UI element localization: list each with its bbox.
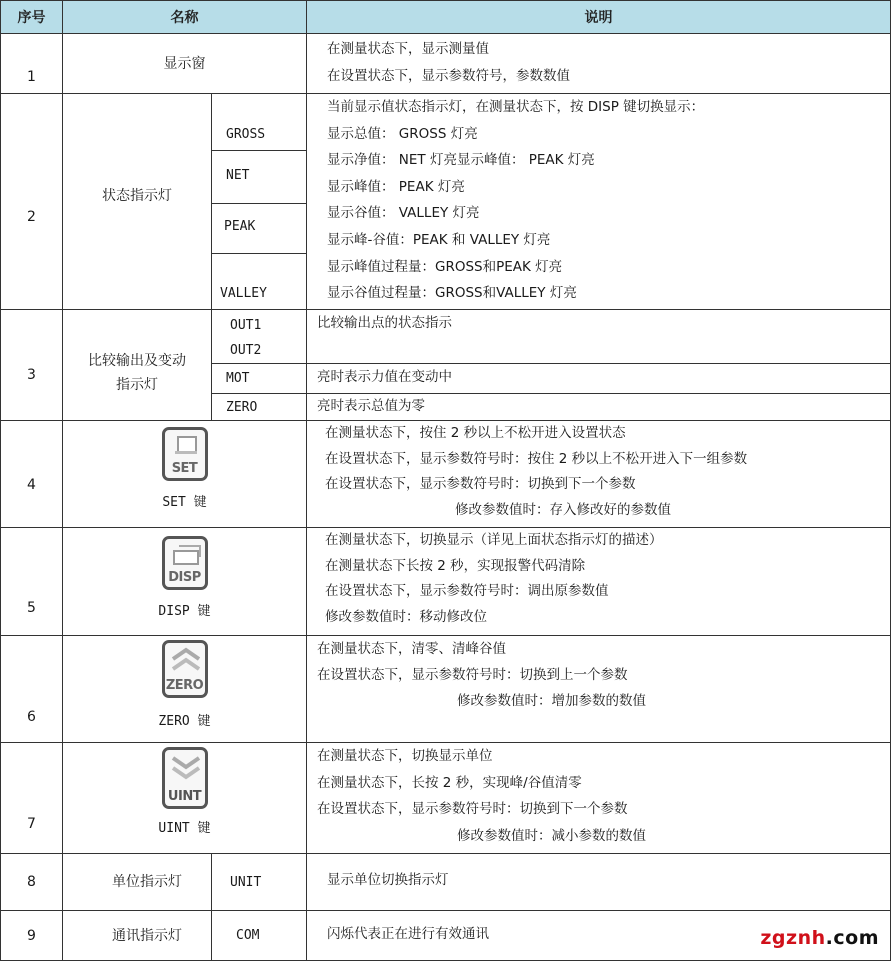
row-5-no: 5 (0, 527, 63, 636)
desc-line: 显示谷值： VALLEY 灯亮 (327, 205, 480, 222)
desc-line: 修改参数值时：减小参数的数值 (457, 827, 646, 844)
row-4-desc (306, 420, 891, 528)
mot-desc: 亮时表示力值在变动中 (306, 363, 891, 394)
disp-key-icon (162, 536, 208, 590)
desc-line: 在测量状态下，清零、清峰谷值 (317, 641, 506, 657)
watermark (760, 927, 879, 949)
header-no: 序号 (0, 0, 63, 34)
indicator-gross: GROSS (211, 93, 307, 151)
desc-line: 在测量状态下，按住 2 秒以上不松开进入设置状态 (325, 425, 626, 441)
zero-key-text: ZERO (165, 678, 204, 693)
desc-line: 显示峰值过程量：GROSS和PEAK 灯亮 (327, 258, 563, 275)
name-line: 比较输出及变动 (88, 353, 186, 369)
desc-line: 显示总值： GROSS 灯亮 (327, 125, 478, 142)
desc-line: 显示净值： NET 灯亮显示峰值： PEAK 灯亮 (327, 152, 595, 169)
uint-key-icon (162, 747, 208, 809)
row-2-name: 状态指示灯 (62, 93, 212, 310)
chevron-up-icon (170, 647, 202, 673)
indicator-valley: VALLEY (211, 253, 307, 310)
desc-line: 在设置状态下，显示参数符号时：按住 2 秒以上不松开进入下一组参数 (325, 450, 748, 467)
row-8-desc: 显示单位切换指示灯 (306, 853, 891, 911)
disp-key-text: DISP (168, 570, 201, 585)
zero-indicator-desc: 亮时表示总值为零 (306, 393, 891, 421)
desc-line: 显示峰值： PEAK 灯亮 (327, 178, 465, 195)
zero-key-icon (162, 640, 208, 698)
watermark-domain: .com (825, 927, 879, 949)
disp-key-cell (62, 527, 307, 636)
desc-line: 修改参数值时：存入修改好的参数值 (455, 501, 671, 518)
row-9-desc: 闪烁代表正在进行有效通讯 (306, 910, 891, 961)
row-6-no: 6 (0, 635, 63, 743)
desc-line: 在设置状态下，显示参数符号时：切换到下一个参数 (325, 476, 636, 492)
desc-line: 在测量状态下，切换显示单位 (317, 748, 493, 764)
row-3-name (62, 309, 212, 421)
row-9-name: 通讯指示灯 (62, 910, 212, 961)
row-1-name: 显示窗 (62, 33, 307, 94)
indicator-out2: OUT2 (230, 343, 262, 358)
row-5-desc (306, 527, 891, 636)
desc-line: 修改参数值时：增加参数的数值 (457, 693, 646, 709)
desc-line: 在设置状态下，显示参数符号时：切换到上一个参数 (317, 667, 628, 683)
screen-base-icon (175, 451, 197, 454)
disp-key-label: DISP 键 (158, 604, 211, 619)
row-4-no: 4 (0, 420, 63, 528)
desc-line: 显示峰-谷值：PEAK 和 VALLEY 灯亮 (327, 231, 551, 248)
row-6-desc (306, 635, 891, 743)
set-key-text: SET (171, 461, 198, 476)
indicator-mot: MOT (211, 363, 307, 394)
uint-key-cell (62, 742, 307, 854)
indicator-peak: PEAK (211, 203, 307, 254)
row-2-desc (306, 93, 891, 310)
row-7-desc (306, 742, 891, 854)
set-key-label: SET 键 (162, 495, 207, 510)
desc-line: 在测量状态下，显示测量值 (327, 41, 489, 57)
out-desc: 比较输出点的状态指示 (306, 309, 891, 364)
row-8-name: 单位指示灯 (62, 853, 212, 911)
indicator-com: COM (211, 910, 307, 961)
indicator-net: NET (211, 150, 307, 204)
desc-line: 在测量状态下，切换显示（详见上面状态指示灯的描述） (325, 532, 663, 548)
name-line: 指示灯 (116, 377, 158, 393)
zero-key-label: ZERO 键 (158, 714, 211, 729)
header-desc: 说明 (306, 0, 891, 34)
row-3-no: 3 (0, 309, 63, 421)
desc-line: 在设置状态下，显示参数符号时：调出原参数值 (325, 583, 609, 599)
uint-key-text: UINT (167, 789, 202, 804)
row-9-no: 9 (0, 910, 63, 961)
desc-line: 在设置状态下，显示参数符号，参数数值 (327, 67, 570, 84)
window-front-icon (173, 550, 199, 565)
desc-line: 在测量状态下，长按 2 秒，实现峰/谷值清零 (317, 774, 582, 791)
indicator-zero: ZERO (211, 393, 307, 421)
row-1-desc (306, 33, 891, 94)
chevron-down-icon (170, 754, 202, 782)
desc-line: 在设置状态下，显示参数符号时：切换到下一个参数 (317, 801, 628, 817)
indicator-out (211, 309, 307, 364)
desc-line: 修改参数值时：移动修改位 (325, 608, 487, 625)
indicator-out1: OUT1 (230, 318, 262, 333)
desc-line: 显示谷值过程量：GROSS和VALLEY 灯亮 (327, 285, 577, 302)
row-1-no: 1 (0, 33, 63, 94)
zero-key-cell (62, 635, 307, 743)
indicator-unit: UNIT (211, 853, 307, 911)
header-name: 名称 (62, 0, 307, 34)
set-key-cell (62, 420, 307, 528)
watermark-brand: zgznh (760, 927, 826, 949)
set-key-icon (162, 427, 208, 481)
desc-line: 当前显示值状态指示灯，在测量状态下，按 DISP 键切换显示： (327, 99, 705, 115)
row-7-no: 7 (0, 742, 63, 854)
row-2-no: 2 (0, 93, 63, 310)
desc-line: 在测量状态下长按 2 秒，实现报警代码清除 (325, 557, 586, 574)
uint-key-label: UINT 键 (158, 821, 211, 836)
row-8-no: 8 (0, 853, 63, 911)
